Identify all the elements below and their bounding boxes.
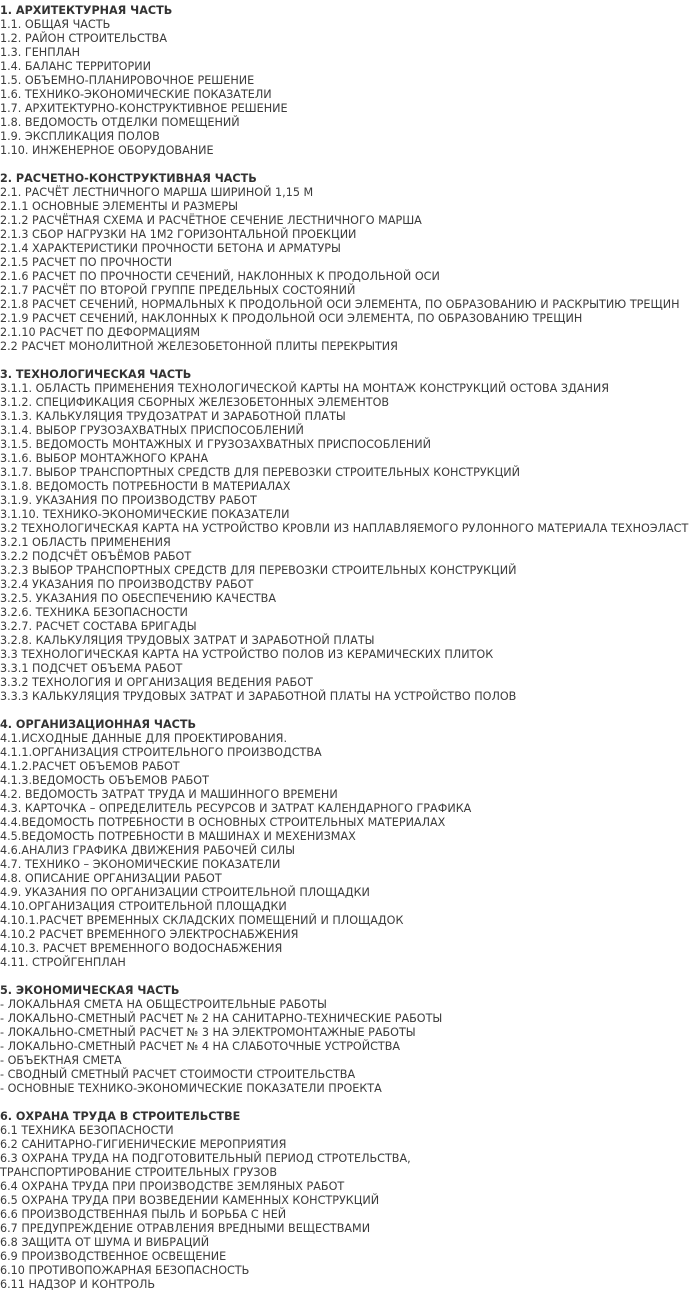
toc-item: 3.2.5. УКАЗАНИЯ ПО ОБЕСПЕЧЕНИЮ КАЧЕСТВА	[0, 592, 277, 605]
toc-item: 3.1.10. ТЕХНИКО-ЭКОНОМИЧЕСКИЕ ПОКАЗАТЕЛИ	[0, 508, 290, 521]
toc-item: 4.2. ВЕДОМОСТЬ ЗАТРАТ ТРУДА И МАШИННОГО ВРЕМЕНИ	[0, 788, 338, 801]
toc-item: 3.3.2 ТЕХНОЛОГИЯ И ОРГАНИЗАЦИЯ ВЕДЕНИЯ РАБОТ	[0, 676, 313, 689]
toc-item: 4.8. ОПИСАНИЕ ОРГАНИЗАЦИИ РАБОТ	[0, 872, 222, 885]
toc-item: 1.4. БАЛАНС ТЕРРИТОРИИ	[0, 60, 151, 73]
toc-item: 6.5 ОХРАНА ТРУДА ПРИ ВОЗВЕДЕНИИ КАМЕННЫХ КОНСТРУКЦИЙ	[0, 1194, 380, 1207]
section-title: 2. РАСЧЕТНО-КОНСТРУКТИВНАЯ ЧАСТЬ	[0, 172, 257, 185]
toc-item: 4.5.ВЕДОМОСТЬ ПОТРЕБНОСТИ В МАШИНАХ И МЕХЕНИЗМАХ	[0, 830, 356, 843]
toc-item: 6.7 ПРЕДУПРЕЖДЕНИЕ ОТРАВЛЕНИЯ ВРЕДНЫМИ ВЕЩЕСТВАМИ	[0, 1222, 371, 1235]
toc-item: - ЛОКАЛЬНО-СМЕТНЫЙ РАСЧЕТ № 3 НА ЭЛЕКТРОМОНТАЖНЫЕ РАБОТЫ	[0, 1026, 416, 1039]
toc-item: 3.2.6. ТЕХНИКА БЕЗОПАСНОСТИ	[0, 606, 188, 619]
toc-item: 6.1 ТЕХНИКА БЕЗОПАСНОСТИ	[0, 1124, 174, 1137]
toc-item: 2.1.7 РАСЧЁТ ПО ВТОРОЙ ГРУППЕ ПРЕДЕЛЬНЫХ СОСТОЯНИЙ	[0, 284, 356, 297]
toc-item: 1.7. АРХИТЕКТУРНО-КОНСТРУКТИВНОЕ РЕШЕНИЕ	[0, 102, 288, 115]
toc-item: 4.4.ВЕДОМОСТЬ ПОТРЕБНОСТИ В ОСНОВНЫХ СТРОИТЕЛЬНЫХ МАТЕРИАЛАХ	[0, 816, 446, 829]
section-title: 1. АРХИТЕКТУРНАЯ ЧАСТЬ	[0, 4, 173, 17]
toc-item: 6.2 САНИТАРНО-ГИГИЕНИЧЕСКИЕ МЕРОПРИЯТИЯ	[0, 1138, 287, 1151]
toc-item: 3.1.6. ВЫБОР МОНТАЖНОГО КРАНА	[0, 452, 209, 465]
toc-item: - ОБЪЕКТНАЯ СМЕТА	[0, 1054, 122, 1067]
toc-item: 3.1.1. ОБЛАСТЬ ПРИМЕНЕНИЯ ТЕХНОЛОГИЧЕСКОЙ КАРТЫ НА МОНТАЖ КОНСТРУКЦИЙ ОСТОВА ЗДАНИЯ	[0, 382, 610, 395]
toc-item: 3.1.2. СПЕЦИФИКАЦИЯ СБОРНЫХ ЖЕЛЕЗОБЕТОННЫХ ЭЛЕМЕНТОВ	[0, 396, 390, 409]
toc-item: 4.10.1.РАСЧЕТ ВРЕМЕННЫХ СКЛАДСКИХ ПОМЕЩЕНИЙ И ПЛОЩАДОК	[0, 914, 404, 927]
toc-item: 2.1.4 ХАРАКТЕРИСТИКИ ПРОЧНОСТИ БЕТОНА И АРМАТУРЫ	[0, 242, 341, 255]
section-title: 4. ОРГАНИЗАЦИОННАЯ ЧАСТЬ	[0, 718, 196, 731]
section-title: 6. ОХРАНА ТРУДА В СТРОИТЕЛЬСТВЕ	[0, 1110, 241, 1123]
toc-item: 2.1.9 РАСЧЕТ СЕЧЕНИЙ, НАКЛОННЫХ К ПРОДОЛЬНОЙ ОСИ ЭЛЕМЕНТА, ПО ОБРАЗОВАНИЮ ТРЕЩИН	[0, 312, 583, 325]
toc-item: 3.2.3 ВЫБОР ТРАНСПОРТНЫХ СРЕДСТВ ДЛЯ ПЕРЕВОЗКИ СТРОИТЕЛЬНЫХ КОНСТРУКЦИЙ	[0, 564, 517, 577]
toc-item: 2.1.2 РАСЧЁТНАЯ СХЕМА И РАСЧЁТНОЕ СЕЧЕНИЕ ЛЕСТНИЧНОГО МАРША	[0, 214, 422, 227]
toc-item: 4.11. СТРОЙГЕНПЛАН	[0, 956, 126, 969]
toc-item: - ЛОКАЛЬНО-СМЕТНЫЙ РАСЧЕТ № 4 НА СЛАБОТОЧНЫЕ УСТРОЙСТВА	[0, 1040, 401, 1053]
toc-item: 3.2.1 ОБЛАСТЬ ПРИМЕНЕНИЯ	[0, 536, 171, 549]
toc-item: 3.2.7. РАСЧЕТ СОСТАВА БРИГАДЫ	[0, 620, 197, 633]
toc-item: 1.5. ОБЪЕМНО-ПЛАНИРОВОЧНОЕ РЕШЕНИЕ	[0, 74, 255, 87]
toc-item: - СВОДНЫЙ СМЕТНЫЙ РАСЧЕТ СТОИМОСТИ СТРОИТЕЛЬСТВА	[0, 1068, 356, 1081]
toc-section	[0, 4, 700, 158]
toc-item: 3.1.4. ВЫБОР ГРУЗОЗАХВАТНЫХ ПРИСПОСОБЛЕНИЙ	[0, 424, 304, 437]
toc-item: - ЛОКАЛЬНО-СМЕТНЫЙ РАСЧЕТ № 2 НА САНИТАРНО-ТЕХНИЧЕСКИЕ РАБОТЫ	[0, 1012, 443, 1025]
toc-section	[0, 172, 700, 354]
toc-item: 6.9 ПРОИЗВОДСТВЕННОЕ ОСВЕЩЕНИЕ	[0, 1250, 227, 1263]
toc-item: 4.6.АНАЛИЗ ГРАФИКА ДВИЖЕНИЯ РАБОЧЕЙ СИЛЫ	[0, 844, 295, 857]
toc-item: 6.11 НАДЗОР И КОНТРОЛЬ	[0, 1278, 156, 1291]
toc-section	[0, 718, 700, 970]
toc-item: 4.9. УКАЗАНИЯ ПО ОРГАНИЗАЦИИ СТРОИТЕЛЬНОЙ ПЛОЩАДКИ	[0, 886, 370, 899]
toc-item: 1.9. ЭКСПЛИКАЦИЯ ПОЛОВ	[0, 130, 160, 143]
toc-item: 2.1.10 РАСЧЕТ ПО ДЕФОРМАЦИЯМ	[0, 326, 201, 339]
toc-item: 2.1.1 ОСНОВНЫЕ ЭЛЕМЕНТЫ И РАЗМЕРЫ	[0, 200, 238, 213]
toc-item: 2.1. РАСЧЁТ ЛЕСТНИЧНОГО МАРША ШИРИНОЙ 1,15 М	[0, 186, 314, 199]
toc-item: 2.2 РАСЧЕТ МОНОЛИТНОЙ ЖЕЛЕЗОБЕТОННОЙ ПЛИТЫ ПЕРЕКРЫТИЯ	[0, 340, 398, 353]
toc-item: 4.10.ОРГАНИЗАЦИЯ СТРОИТЕЛЬНОЙ ПЛОЩАДКИ	[0, 900, 287, 913]
toc-item: 3.1.5. ВЕДОМОСТЬ МОНТАЖНЫХ И ГРУЗОЗАХВАТНЫХ ПРИСПОСОБЛЕНИЙ	[0, 438, 432, 451]
toc-item: 1.1. ОБЩАЯ ЧАСТЬ	[0, 18, 111, 31]
toc-item: 1.3. ГЕНПЛАН	[0, 46, 81, 59]
section-title: 5. ЭКОНОМИЧЕСКАЯ ЧАСТЬ	[0, 984, 180, 997]
toc-item: 6.4 ОХРАНА ТРУДА ПРИ ПРОИЗВОДСТВЕ ЗЕМЛЯНЫХ РАБОТ	[0, 1180, 345, 1193]
toc-item: 3.3 ТЕХНОЛОГИЧЕСКАЯ КАРТА НА УСТРОЙСТВО ПОЛОВ ИЗ КЕРАМИЧЕСКИХ ПЛИТОК	[0, 648, 494, 661]
toc-item: 4.3. КАРТОЧКА – ОПРЕДЕЛИТЕЛЬ РЕСУРСОВ И ЗАТРАТ КАЛЕНДАРНОГО ГРАФИКА	[0, 802, 472, 815]
toc-item: 2.1.8 РАСЧЕТ СЕЧЕНИЙ, НОРМАЛЬНЫХ К ПРОДОЛЬНОЙ ОСИ ЭЛЕМЕНТА, ПО ОБРАЗОВАНИЮ И РАСКРЫТИЮ ТРЕЩИН	[0, 298, 680, 311]
toc-item: 2.1.5 РАСЧЕТ ПО ПРОЧНОСТИ	[0, 256, 173, 269]
toc-item: 6.6 ПРОИЗВОДСТВЕННАЯ ПЫЛЬ И БОРЬБА С НЕЙ	[0, 1208, 287, 1221]
toc-item: 1.10. ИНЖЕНЕРНОЕ ОБОРУДОВАНИЕ	[0, 144, 214, 157]
toc-item: 3.1.9. УКАЗАНИЯ ПО ПРОИЗВОДСТВУ РАБОТ	[0, 494, 257, 507]
toc-item: 6.10 ПРОТИВОПОЖАРНАЯ БЕЗОПАСНОСТЬ	[0, 1264, 250, 1277]
toc-item: 1.6. ТЕХНИКО-ЭКОНОМИЧЕСКИЕ ПОКАЗАТЕЛИ	[0, 88, 272, 101]
toc-item: 3.1.3. КАЛЬКУЛЯЦИЯ ТРУДОЗАТРАТ И ЗАРАБОТНОЙ ПЛАТЫ	[0, 410, 346, 423]
toc-section	[0, 1110, 700, 1292]
toc-item: 2.1.3 СБОР НАГРУЗКИ НА 1М2 ГОРИЗОНТАЛЬНОЙ ПРОЕКЦИИ	[0, 228, 357, 241]
toc-item: 4.1.1.ОРГАНИЗАЦИЯ СТРОИТЕЛЬНОГО ПРОИЗВОДСТВА	[0, 746, 322, 759]
toc-item: 2.1.6 РАСЧЕТ ПО ПРОЧНОСТИ СЕЧЕНИЙ, НАКЛОННЫХ К ПРОДОЛЬНОЙ ОСИ	[0, 270, 440, 283]
toc-item: 4.7. ТЕХНИКО – ЭКОНОМИЧЕСКИЕ ПОКАЗАТЕЛИ	[0, 858, 281, 871]
section-title: 3. ТЕХНОЛОГИЧЕСКАЯ ЧАСТЬ	[0, 368, 192, 381]
toc-section	[0, 368, 700, 704]
toc-item: 1.2. РАЙОН СТРОИТЕЛЬСТВА	[0, 32, 167, 45]
toc-item: 4.1.3.ВЕДОМОСТЬ ОБЪЕМОВ РАБОТ	[0, 774, 209, 787]
toc-item: 3.1.7. ВЫБОР ТРАНСПОРТНЫХ СРЕДСТВ ДЛЯ ПЕРЕВОЗКИ СТРОИТЕЛЬНЫХ КОНСТРУКЦИЙ	[0, 466, 521, 479]
toc-item: 3.3.1 ПОДСЧЕТ ОБЪЕМА РАБОТ	[0, 662, 183, 675]
toc-item: 3.2.8. КАЛЬКУЛЯЦИЯ ТРУДОВЫХ ЗАТРАТ И ЗАРАБОТНОЙ ПЛАТЫ	[0, 634, 375, 647]
toc-item: 4.1.2.РАСЧЕТ ОБЪЕМОВ РАБОТ	[0, 760, 180, 773]
toc-item: 4.1.ИСХОДНЫЕ ДАННЫЕ ДЛЯ ПРОЕКТИРОВАНИЯ.	[0, 732, 288, 745]
toc-item: 3.1.8. ВЕДОМОСТЬ ПОТРЕБНОСТИ В МАТЕРИАЛАХ	[0, 480, 291, 493]
toc-item: 3.3.3 КАЛЬКУЛЯЦИЯ ТРУДОВЫХ ЗАТРАТ И ЗАРАБОТНОЙ ПЛАТЫ НА УСТРОЙСТВО ПОЛОВ	[0, 690, 517, 703]
toc-section	[0, 984, 700, 1096]
toc-item: 4.10.3. РАСЧЕТ ВРЕМЕННОГО ВОДОСНАБЖЕНИЯ	[0, 942, 283, 955]
toc-item: 3.2 ТЕХНОЛОГИЧЕСКАЯ КАРТА НА УСТРОЙСТВО КРОВЛИ ИЗ НАПЛАВЛЯЕМОГО РУЛОННОГО МАТЕРИАЛА ТЕХНОЭЛАСТ	[0, 522, 689, 535]
toc-item: - ОСНОВНЫЕ ТЕХНИКО-ЭКОНОМИЧЕСКИЕ ПОКАЗАТЕЛИ ПРОЕКТА	[0, 1082, 382, 1095]
toc-item: 6.3 ОХРАНА ТРУДА НА ПОДГОТОВИТЕЛЬНЫЙ ПЕРИОД СТРОТЕЛЬСТВА,	[0, 1152, 411, 1165]
toc-item: 6.8 ЗАЩИТА ОТ ШУМА И ВИБРАЦИЙ	[0, 1236, 210, 1249]
toc-item: 1.8. ВЕДОМОСТЬ ОТДЕЛКИ ПОМЕЩЕНИЙ	[0, 116, 240, 129]
toc-item: - ЛОКАЛЬНАЯ СМЕТА НА ОБЩЕСТРОИТЕЛЬНЫЕ РАБОТЫ	[0, 998, 327, 1011]
toc-item: 3.2.4 УКАЗАНИЯ ПО ПРОИЗВОДСТВУ РАБОТ	[0, 578, 254, 591]
toc-item: 4.10.2 РАСЧЕТ ВРЕМЕННОГО ЭЛЕКТРОСНАБЖЕНИЯ	[0, 928, 299, 941]
toc-item: 3.2.2 ПОДСЧЁТ ОБЪЁМОВ РАБОТ	[0, 550, 192, 563]
toc-item: ТРАНСПОРТИРОВАНИЕ СТРОИТЕЛЬНЫХ ГРУЗОВ	[0, 1166, 278, 1179]
